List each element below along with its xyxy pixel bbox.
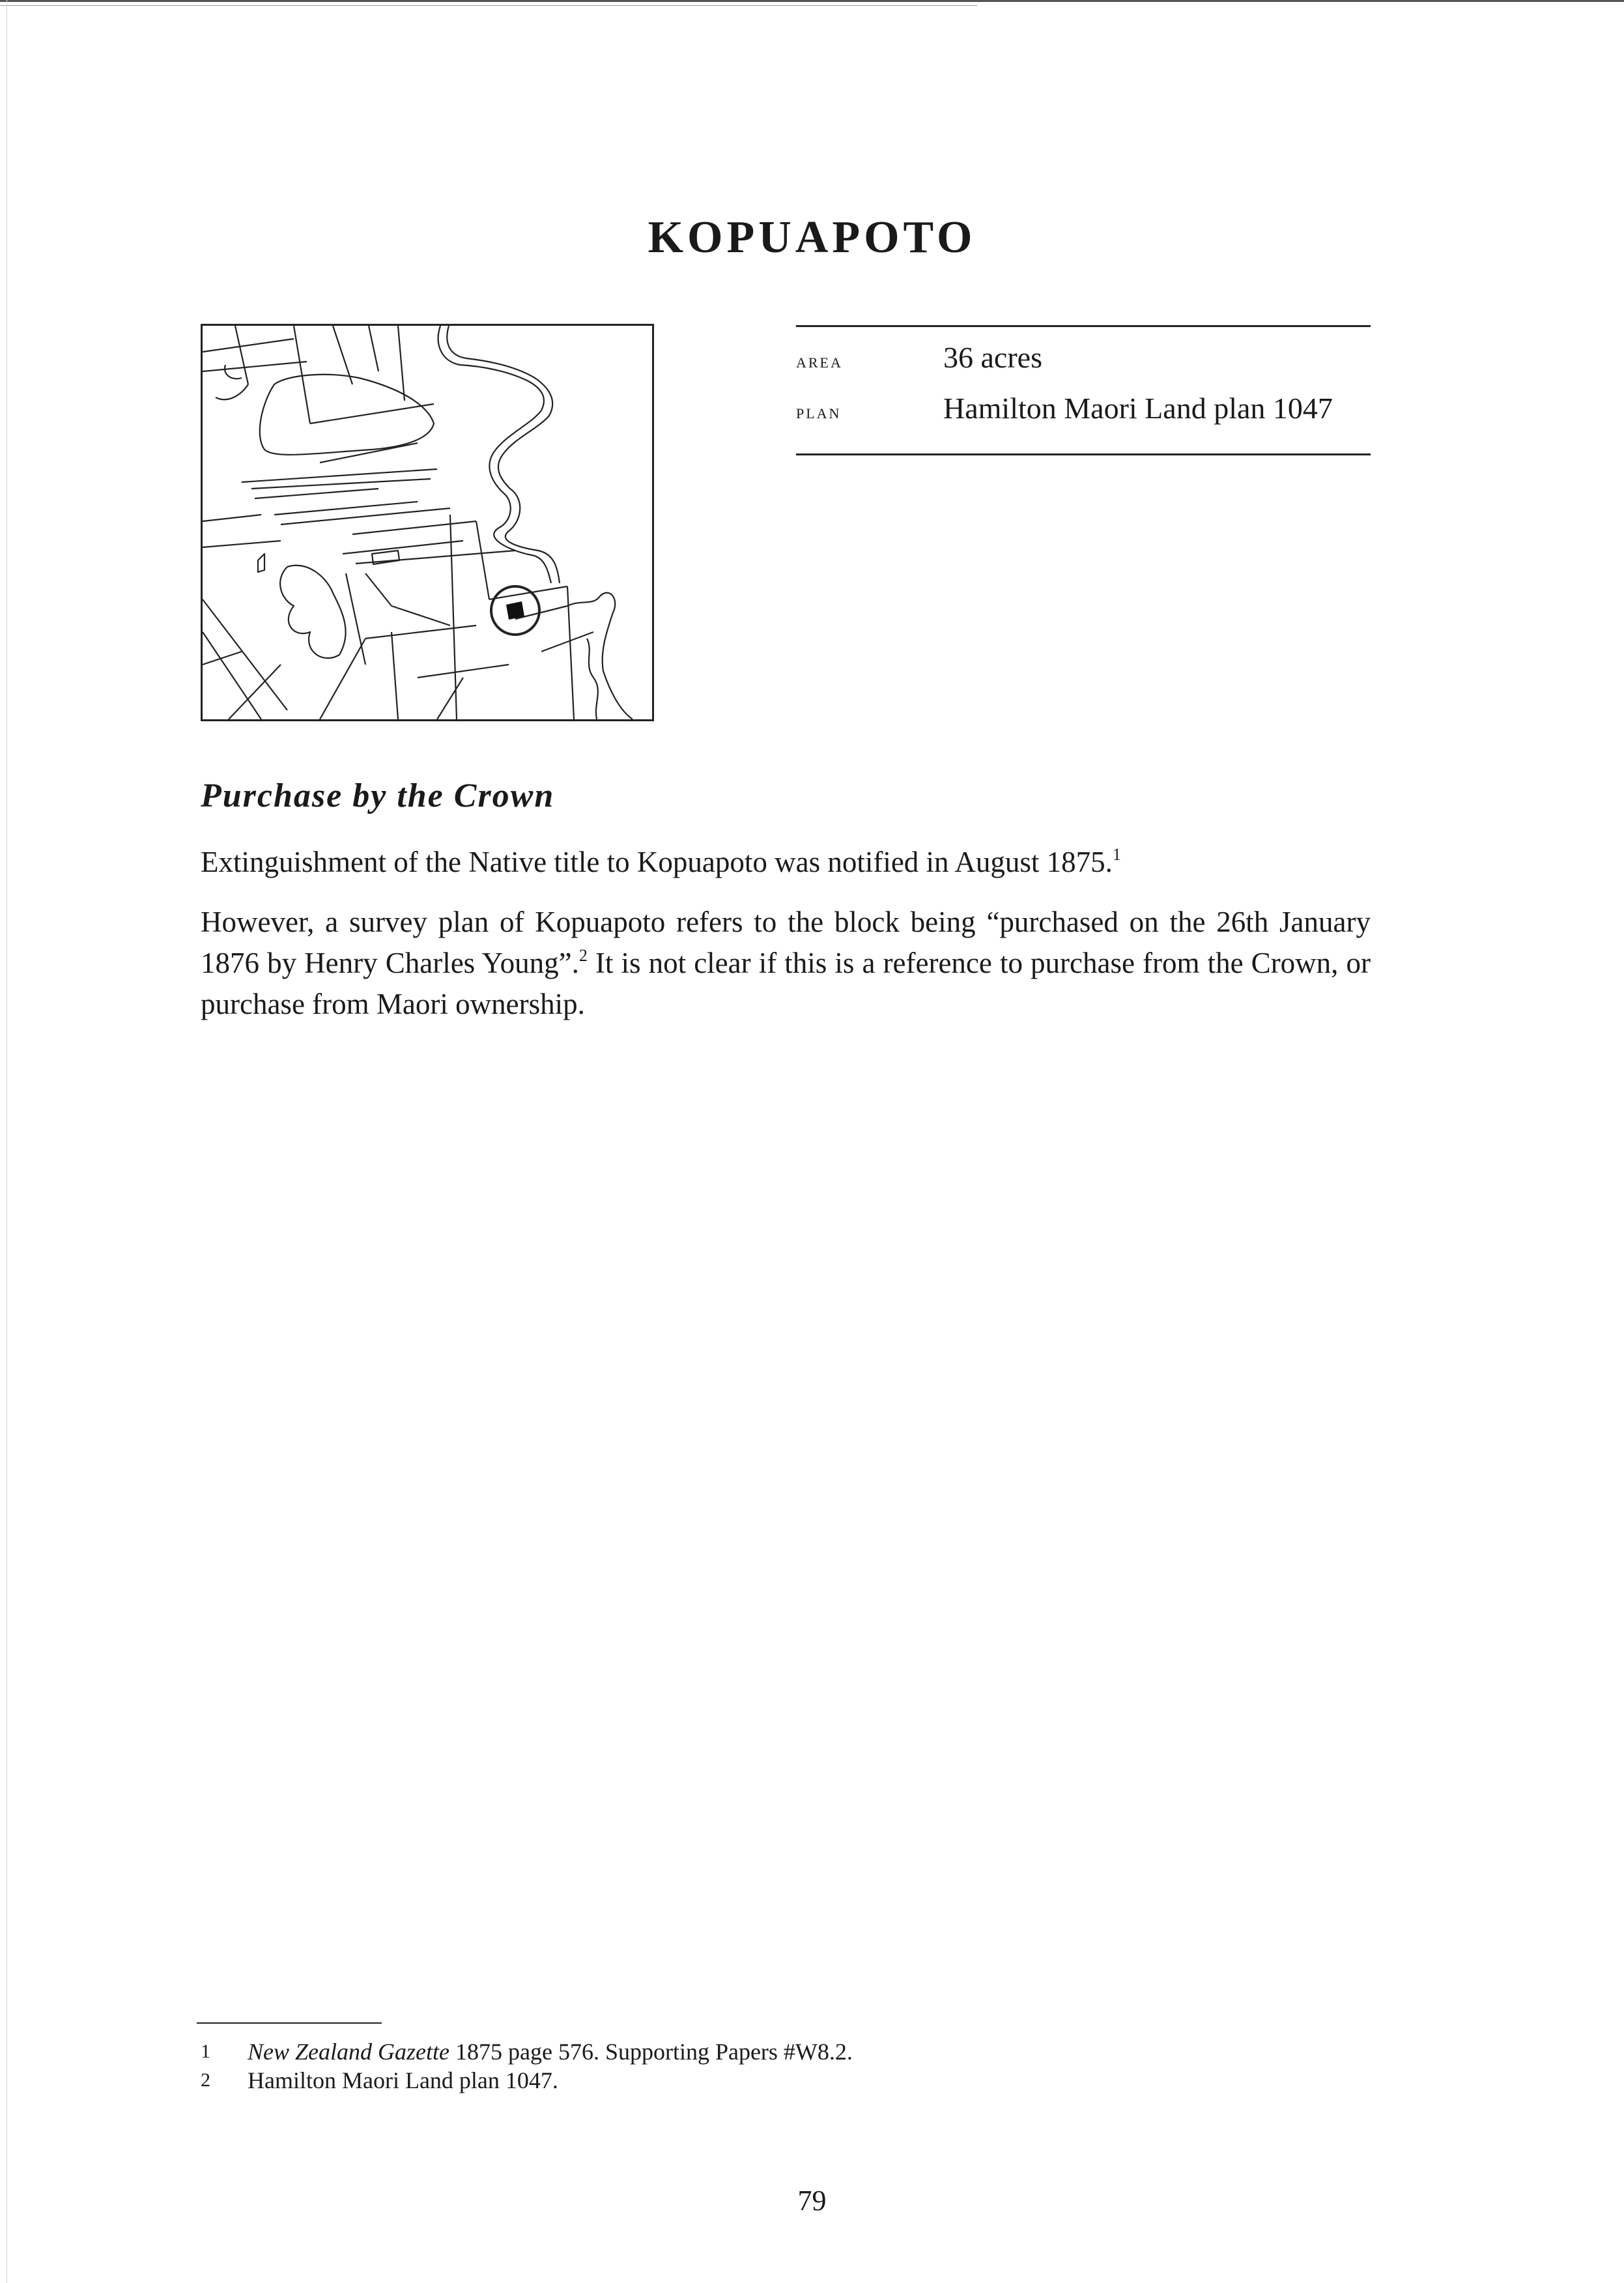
paragraph-2	[201, 902, 1371, 1025]
map-river	[438, 326, 551, 583]
info-label-area: area	[796, 349, 843, 372]
block-info-table	[796, 325, 1371, 455]
footnote-2-number: 2	[201, 2069, 210, 2091]
section-heading: Purchase by the Crown	[201, 777, 555, 814]
footnote-ref-2: 2	[578, 946, 588, 965]
info-label-plan: plan	[796, 399, 842, 423]
paragraph-1	[201, 842, 1371, 883]
footnote-2	[201, 2067, 558, 2094]
map-lake-lower	[280, 566, 346, 658]
location-map	[201, 324, 654, 721]
footnote-1	[201, 2038, 853, 2065]
info-value-plan: Hamilton Maori Land plan 1047	[943, 392, 1333, 425]
scan-edge-line	[0, 5, 977, 6]
info-row-area	[796, 340, 1371, 391]
cadastral-map-icon	[203, 326, 652, 719]
scan-edge-top	[0, 0, 1624, 2]
footnote-1-italic: New Zealand Gazette	[248, 2039, 449, 2065]
page-number: 79	[797, 2185, 827, 2217]
paragraph-1-text: Extinguishment of the Native title to Kopuapoto was notified in August 1875.	[201, 846, 1113, 878]
paragraph-2-text-a: However, a survey plan of Kopuapoto refers to the block being “purchased on the 26th January 1876 by Henry Charles Young”.	[201, 906, 1371, 979]
map-lake	[260, 375, 434, 455]
info-value-area: 36 acres	[943, 341, 1042, 374]
footnote-1-number: 1	[201, 2041, 210, 2062]
info-row-plan	[796, 391, 1371, 442]
footnote-1-text: 1875 page 576. Supporting Papers #W8.2.	[449, 2039, 853, 2065]
paragraph-2-text-b: It is not clear if this is a reference to purchase from the Crown, or purchase from Maori ownership.	[201, 947, 1371, 1020]
footnote-ref-1: 1	[1112, 845, 1121, 864]
page-title: KOPUAPOTO	[648, 212, 976, 263]
kopuapoto-block	[506, 601, 524, 620]
footnote-divider	[197, 2022, 382, 2024]
footnote-2-text: Hamilton Maori Land plan 1047.	[248, 2067, 558, 2093]
